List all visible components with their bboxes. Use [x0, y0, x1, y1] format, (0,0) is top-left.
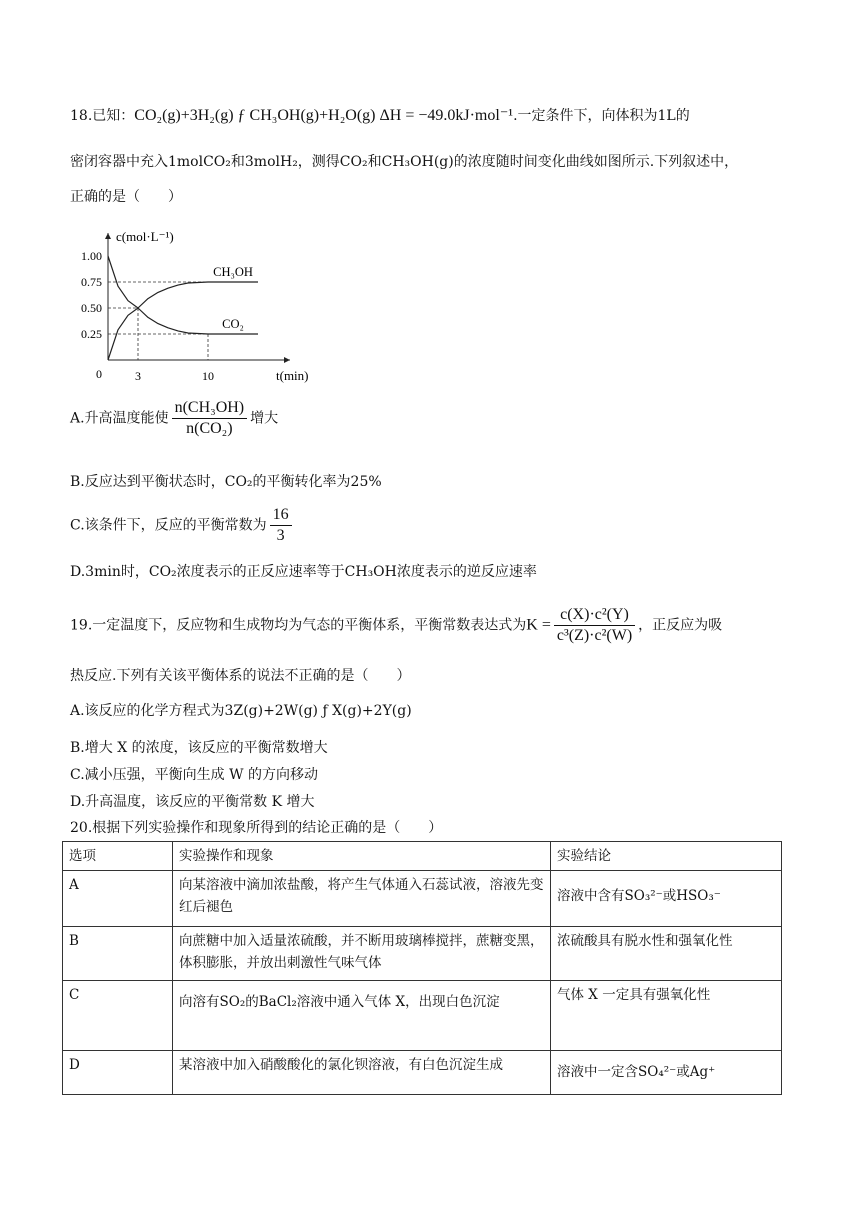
q18-line2: 密闭容器中充入1molCO₂和3molH₂，测得CO₂和CH₃OH(g)的浓度随时间变化曲线如图所示.下列叙述中，: [70, 154, 739, 170]
row-conclusion: 浓硫酸具有脱水性和强氧化性: [551, 927, 782, 981]
q18-option-a-prefix: A.升高温度能使: [70, 410, 169, 427]
origin-label: 0: [96, 367, 102, 381]
q18-option-c: [70, 505, 295, 546]
q18-line1: [70, 106, 690, 126]
q19-prefix: 19.一定温度下，反应物和生成物均为气态的平衡体系，平衡常数表达式为: [70, 617, 527, 634]
q18-line1-suffix: .一定条件下，向体积为1L的: [513, 108, 690, 124]
table-row: [63, 927, 782, 981]
q19-option-c: C.减小压强，平衡向生成 W 的方向移动: [70, 767, 318, 783]
row-option: B: [63, 927, 173, 981]
row-conclusion: 气体 X 一定具有强氧化性: [551, 981, 782, 1051]
table-header-row: [63, 842, 782, 871]
q19-option-b: B.增大 X 的浓度，该反应的平衡常数增大: [70, 740, 328, 756]
table-row: [63, 1051, 782, 1095]
q19-option-d: D.升高温度，该反应的平衡常数 K 增大: [70, 794, 315, 810]
y-tick-label: 1.00: [81, 249, 102, 263]
q18-line3: 正确的是（ ）: [70, 189, 182, 205]
q19-option-a: A.该反应的化学方程式为3Z(g)+2W(g) ƒ X(g)+2Y(g): [70, 703, 412, 719]
row-conclusion: 溶液中含有SO₃²⁻或HSO₃⁻: [551, 871, 782, 927]
series-label-co2: CO₂: [222, 317, 244, 331]
row-option: C: [63, 981, 173, 1051]
table-row: [63, 981, 782, 1051]
k-lhs: K =: [526, 616, 551, 634]
fraction-denominator: c³(Z)·c²(W): [556, 627, 633, 644]
x-axis-label: t(min): [276, 368, 309, 383]
row-conclusion: 溶液中一定含SO₄²⁻或Ag⁺: [551, 1051, 782, 1095]
q19-line1-suffix: ，正反应为吸: [638, 617, 723, 634]
q18-option-a: [70, 398, 278, 439]
header-operation: 实验操作和现象: [173, 842, 551, 871]
q18-option-d: D.3min时，CO₂浓度表示的正反应速率等于CH₃OH浓度表示的逆反应速率: [70, 564, 537, 580]
row-operation: 向溶有SO₂的BaCl₂溶液中通入气体 X，出现白色沉淀: [173, 981, 551, 1051]
row-option: A: [63, 871, 173, 927]
q18-prefix: 18.已知：: [70, 108, 135, 124]
y-tick-label: 0.75: [81, 275, 102, 289]
fraction-numerator: 16: [270, 505, 292, 526]
y-tick-label: 0.25: [81, 327, 102, 341]
x-tick-label: 10: [202, 369, 214, 383]
q19-line2: 热反应.下列有关该平衡体系的说法不正确的是（ ）: [70, 668, 411, 684]
fraction-numerator: c(X)·c²(Y): [554, 605, 635, 626]
q20-title: 20.根据下列实验操作和现象所得到的结论正确的是（ ）: [70, 820, 443, 836]
series-label-ch3oh: CH₃OH: [213, 265, 253, 279]
row-operation: 向某溶液中滴加浓盐酸，将产生气体通入石蕊试液，溶液先变红后褪色: [173, 871, 551, 927]
q19-line1: [70, 605, 722, 646]
q20-table: [62, 841, 782, 1095]
row-operation: 向蔗糖中加入适量浓硫酸，并不断用玻璃棒搅拌，蔗糖变黑，体积膨胀，并放出刺激性气味气体: [173, 927, 551, 981]
fraction-denominator: 3: [276, 527, 285, 544]
x-tick-label: 3: [135, 369, 141, 383]
q18-option-a-suffix: 增大: [250, 410, 279, 427]
fraction-numerator: n(CH₃OH): [172, 398, 248, 419]
q18-option-c-prefix: C.该条件下，反应的平衡常数为: [70, 517, 267, 534]
y-axis-label: c(mol·L⁻¹): [116, 229, 174, 244]
header-option: 选项: [63, 842, 173, 871]
concentration-time-chart: [70, 225, 309, 385]
q18-option-b: B.反应达到平衡状态时，CO₂的平衡转化率为25%: [70, 474, 382, 490]
row-option: D: [63, 1051, 173, 1095]
header-conclusion: 实验结论: [551, 842, 782, 871]
table-row: [63, 871, 782, 927]
k-expression: [554, 605, 635, 646]
row-operation: 某溶液中加入硝酸酸化的氯化钡溶液，有白色沉淀生成: [173, 1051, 551, 1095]
fraction-denominator: n(CO₂): [186, 420, 233, 437]
y-tick-label: 0.50: [81, 301, 102, 315]
q18-equation: CO₂(g)+3H₂(g) ƒ CH₃OH(g)+H₂O(g) ΔH = −49.0kJ·mol⁻¹: [134, 107, 514, 124]
x-axis-arrow: [284, 357, 290, 363]
y-axis-arrow: [105, 233, 111, 239]
q18-option-c-fraction: [270, 505, 292, 546]
q18-option-a-fraction: [172, 398, 248, 439]
